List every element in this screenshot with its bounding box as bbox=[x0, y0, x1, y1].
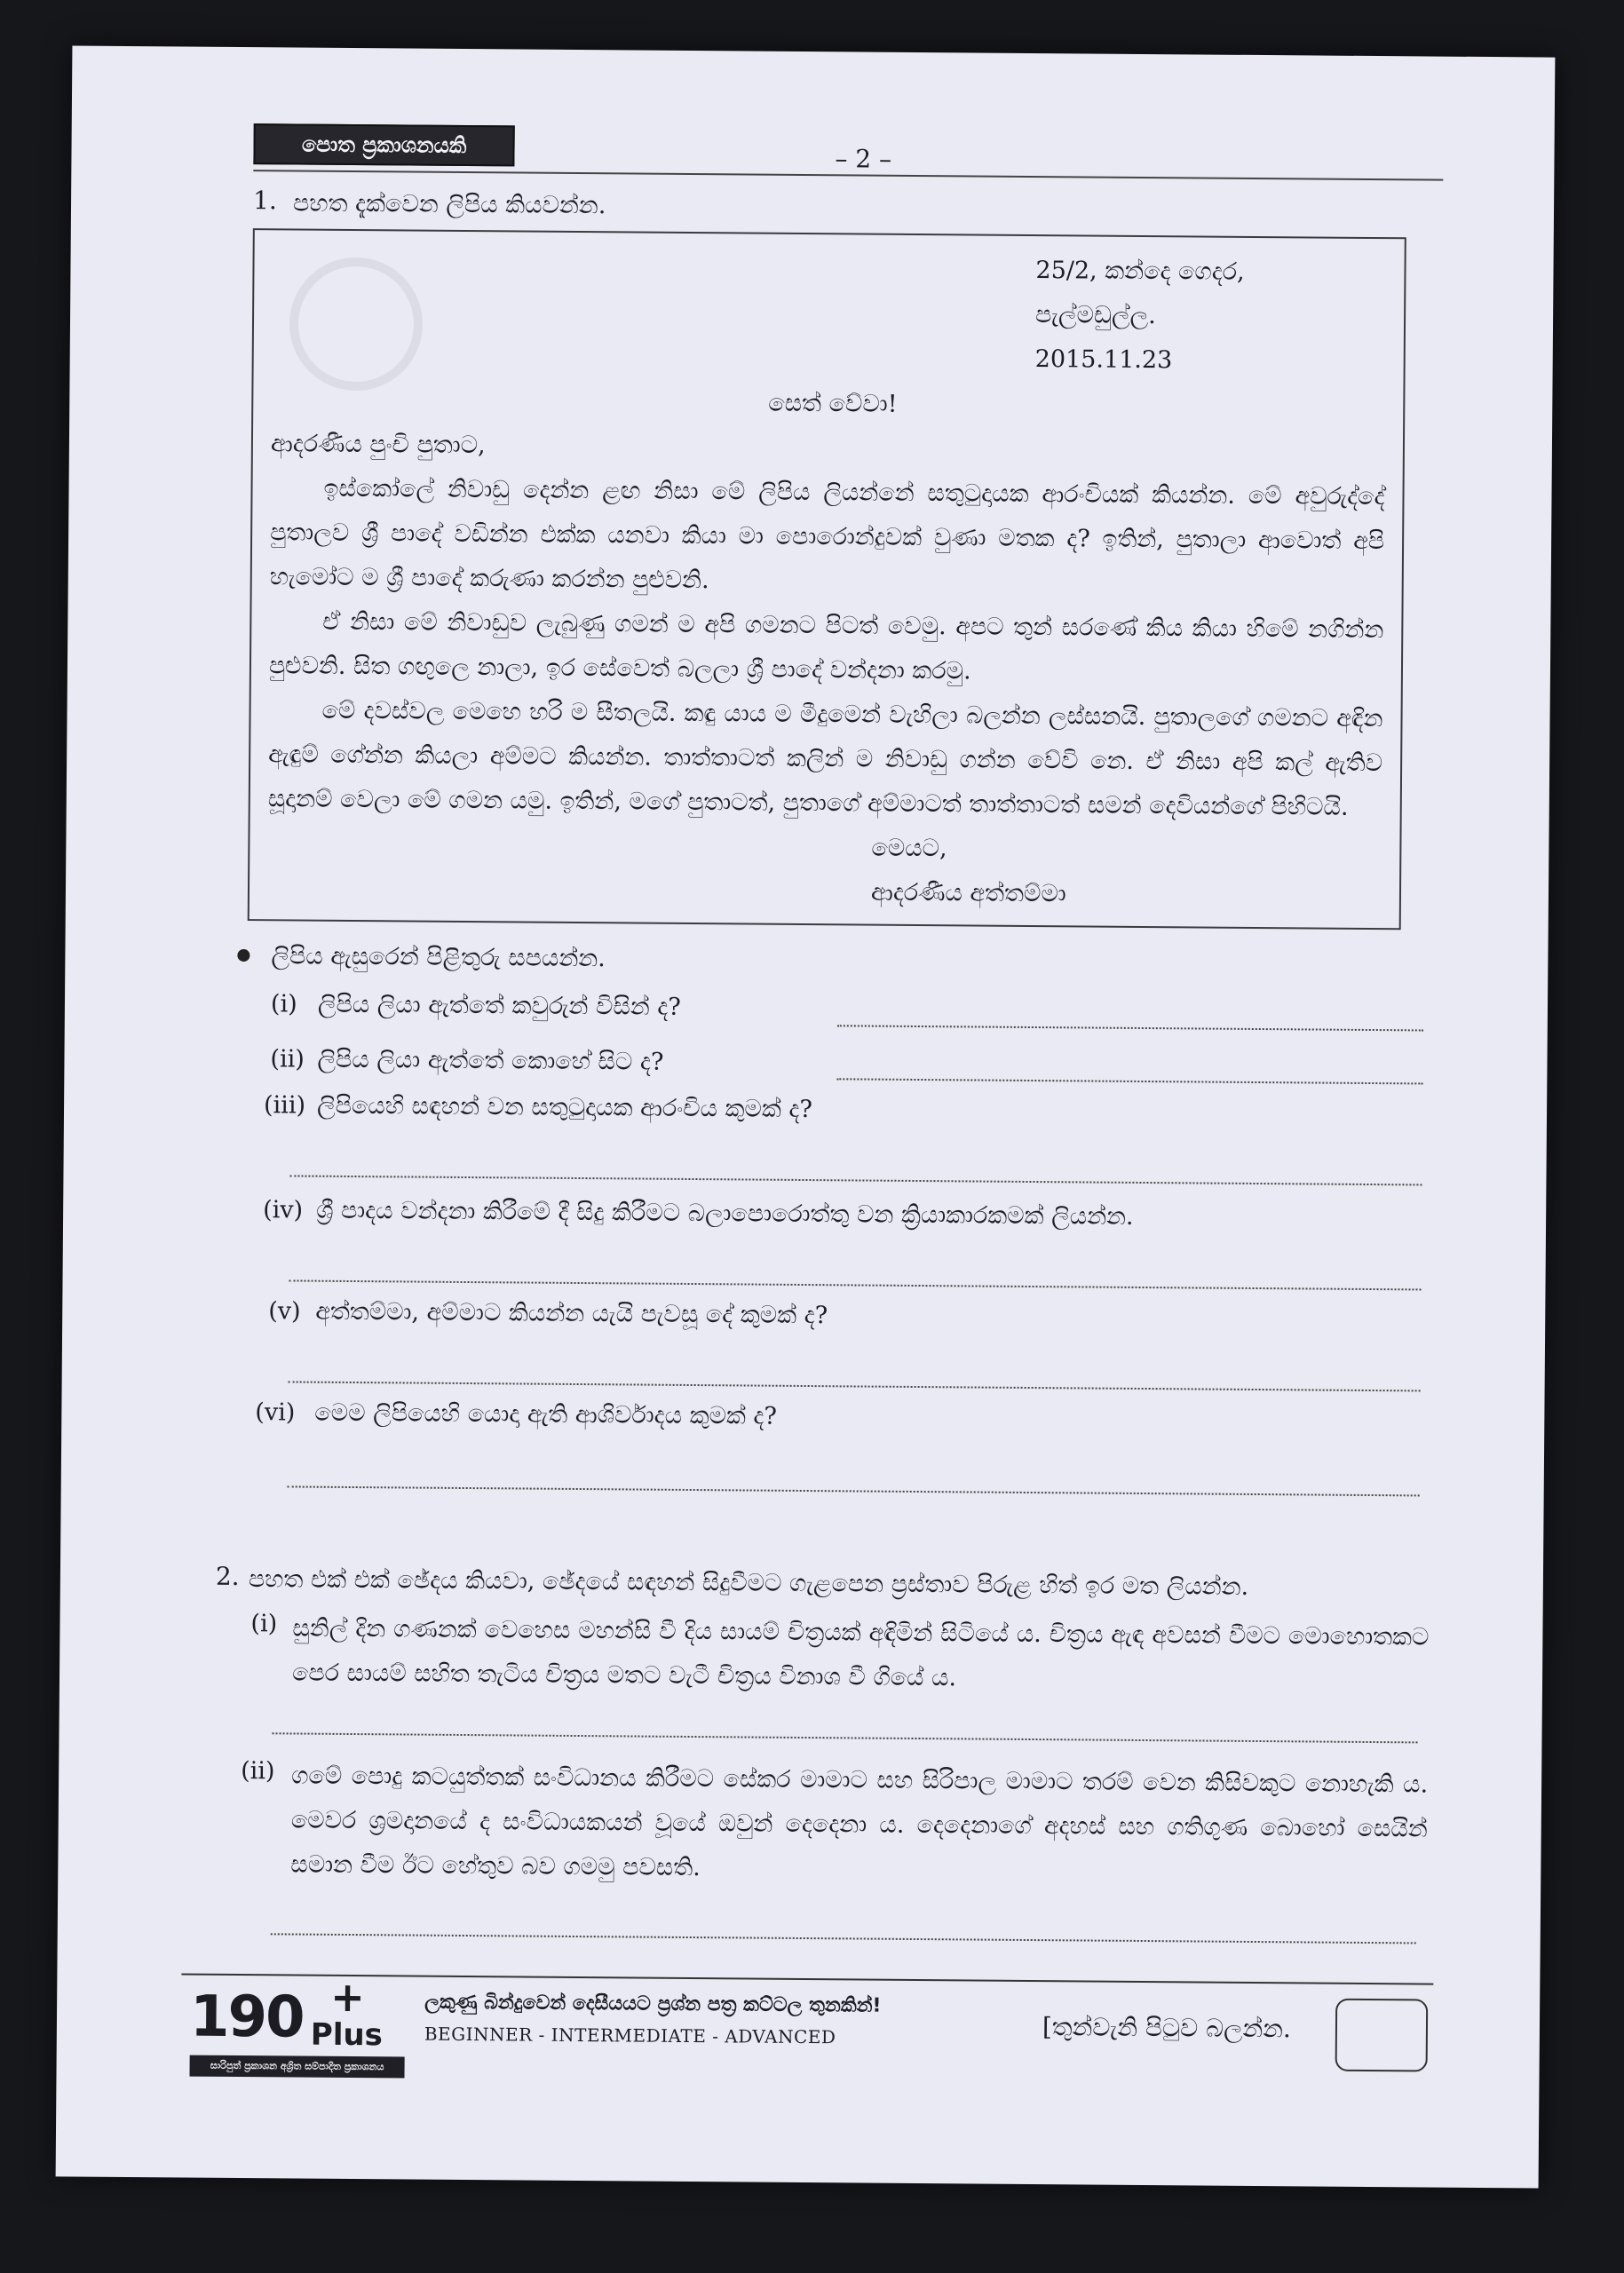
letter-paragraph-2: ඒ නිසා මේ නිවාඩුව ලැබුණු ගමන් ම අපි ගමනට පිටත් වෙමු. අපට තුන් සරණේ කිය කියා හිමේ නගින්න පුළුවනි. සිත ගඟුලෙ නාලා, ඉර සේවෙත් බලලා ශ්‍රී පාදේ වන්දනා කරමු. bbox=[268, 607, 1384, 685]
next-page-note: [තුන්වැනි පිටුව බලන්න. bbox=[1042, 2012, 1291, 2044]
answer-line-3[interactable] bbox=[289, 1175, 1422, 1185]
q2-item-1-text: සුනිල් දින ගණනක් වෙහෙස මහන්සි වී දිය සායම් චිත්‍රයක් අඳිමින් සිටියේ ය. චිත්‍රය ඇඳ අවසන් වීමට මොහොතකට පෙර සායම් සහිත තැටිය චිත්‍රය මතට වැටී චිත්‍රය විනාශ වී ගියේ ය. bbox=[291, 1614, 1430, 1692]
letter-address bbox=[1035, 249, 1245, 384]
subquestion-2-text: ලිපිය ලියා ඇත්තේ කොහේ සිට ද? bbox=[317, 1045, 664, 1076]
subquestion-5-text: අත්තම්මා, අම්මාට කියන්න යැයි පැවසූ දේ කුමක් ද? bbox=[315, 1297, 828, 1330]
letter-paragraph-1: ඉස්කෝලේ නිවාඩු දෙන්න ළඟ නිසා මේ ලිපිය ලියන්නේ සතුටුදායක ආරංචියක් කියන්න. මේ අවුරුද්දේ පුතාලව ශ්‍රී පාදේ වඩින්න එක්ක යනවා කියා මා පොරොන්දුවක් වුණා මතක ද? ඉතින්, පුතාලා ආවොත් අපි හැමෝට ම ශ්‍රී පාදේ කරුණා කරන්න පුළුවනි. bbox=[269, 474, 1385, 595]
page-number: – 2 – bbox=[835, 144, 892, 174]
subquestion-4-label: (iv) bbox=[263, 1196, 304, 1224]
brand-logo-plus-word: Plus bbox=[310, 2016, 384, 2054]
letter-date: 2015.11.23 bbox=[1034, 345, 1173, 375]
letter-closing: මෙයට, bbox=[871, 834, 947, 863]
letter-salutation: ආදරණීය පුංචි පුතාට, bbox=[270, 430, 486, 460]
publisher-badge: පොත ප්‍රකාශනයකි bbox=[253, 123, 514, 166]
answer-line-1[interactable] bbox=[837, 1025, 1423, 1031]
subquestion-2-label: (ii) bbox=[270, 1045, 305, 1073]
address-line-1: 25/2, කන්දෙ ගෙදර, bbox=[1035, 257, 1245, 286]
subquestion-1-text: ලිපිය ලියා ඇත්තේ කවුරුන් විසින් ද? bbox=[317, 990, 681, 1021]
subquestion-6-label: (vi) bbox=[255, 1398, 296, 1427]
brand-logo-number: 190 bbox=[189, 1984, 304, 2051]
question-2-instruction: පහත එක් එක් ඡේදය කියවා, ඡේදයේ සඳහන් සිදුවීමට ගැළපෙන ප්‍රස්තාව පිරුළ හිත් ඉර මත ලියන්න. bbox=[248, 1565, 1249, 1601]
subquestion-3-label: (iii) bbox=[263, 1091, 306, 1120]
answer-prompt: ලිපිය ඇසුරෙන් පිළිතුරු සපයන්න. bbox=[271, 942, 606, 973]
subquestion-6-text: මෙම ලිපියෙහි යොදා ඇති ආශිර්වාදය කුමක් ද? bbox=[314, 1398, 778, 1430]
subquestion-5-label: (v) bbox=[268, 1297, 301, 1326]
letter-signature: ආදරණීය අත්තම්මා bbox=[870, 878, 1066, 908]
question-1-number: 1. bbox=[252, 186, 277, 216]
subquestion-3-text: ලිපියෙහි සඳහන් වන සතුටුදායක ආරංචිය කුමක් ද? bbox=[316, 1091, 813, 1124]
brand-logo-plus-sign: + bbox=[329, 1972, 365, 2022]
answer-line-6[interactable] bbox=[288, 1485, 1420, 1496]
footer-tagline: ලකුණු බින්දුවෙන් දෙසීයයට ප්‍රශ්න පත්‍ර කට්ටල තුනකින්! bbox=[424, 1991, 882, 2017]
question-1-instruction: පහත දැක්වෙන ලිපිය කියවන්න. bbox=[292, 189, 606, 220]
brand-logo-strip: සාරිපුත් ප්‍රකාශන අශ්‍රිත සම්පාදිත ප්‍රකාශනය bbox=[189, 2055, 404, 2079]
q2-answer-line-1[interactable] bbox=[273, 1732, 1418, 1743]
q2-item-2-label: (ii) bbox=[241, 1757, 275, 1786]
letter-paragraph-3: මේ දවස්වල මෙහෙ හරි ම සීතලයි. කඳු යාය ම මීදුමෙන් වැහිලා බලන්න ලස්සනයි. පුතාලගේ ගමනට අඳින ඇඳුම් ගේන්න කියලා අම්මට කියන්න. තාත්තාටත් කලින් ම නිවාඩු ගන්න වේවි නෙ. ඒ නිසා අපි කල් ඇතිව සූදානම් වෙලා මේ ගමන යමු. ඉතින්, මගේ පුතාටත්, පුතාගේ අම්මාටත් තාත්තාටත් සමන් දෙවියන්ගේ පිහිටයි. bbox=[267, 696, 1383, 821]
letter-greeting: සෙත් වේවා! bbox=[768, 389, 898, 418]
answer-line-5[interactable] bbox=[289, 1381, 1421, 1391]
exam-page bbox=[56, 45, 1556, 2188]
faint-logo-watermark bbox=[289, 257, 423, 391]
q2-item-1-label: (i) bbox=[250, 1610, 278, 1638]
answer-line-2[interactable] bbox=[836, 1078, 1422, 1084]
subquestion-1-label: (i) bbox=[270, 990, 297, 1018]
subquestion-4-text: ශ්‍රී පාදය වන්දනා කිරීමේ දී සිදු කිරීමට බලාපොරොත්තු වන ක්‍රියාකාරකමක් ලියන්න. bbox=[316, 1196, 1134, 1231]
letter-box bbox=[248, 228, 1406, 930]
bullet-point bbox=[237, 949, 250, 962]
footer-levels: BEGINNER - INTERMEDIATE - ADVANCED bbox=[424, 2023, 836, 2048]
address-line-2: පැල්මඩුල්ල. bbox=[1034, 301, 1156, 330]
footer-divider bbox=[181, 1974, 1433, 1985]
score-box bbox=[1335, 1999, 1429, 2072]
q2-item-2-text: ගමේ පොදු කටයුත්තක් සංවිධානය කිරීමට සේකර මාමාට සහ සිරිපාල මාමාට තරම් වෙන කිසිවකුට නොහැකි ය. මෙවර ශ්‍රමදානයේ ද සංවිධායකයන් වූයේ ඔවුන් දෙදෙනා ය. දෙදෙනාගේ අදහස් සහ ගතිගුණ බොහෝ සෙයින් සමාන වීම ඊට හේතුව බව ගමමු පවසති. bbox=[290, 1762, 1429, 1882]
q2-answer-line-2[interactable] bbox=[271, 1933, 1416, 1944]
question-2-number: 2. bbox=[215, 1561, 240, 1592]
answer-line-4[interactable] bbox=[289, 1279, 1422, 1290]
